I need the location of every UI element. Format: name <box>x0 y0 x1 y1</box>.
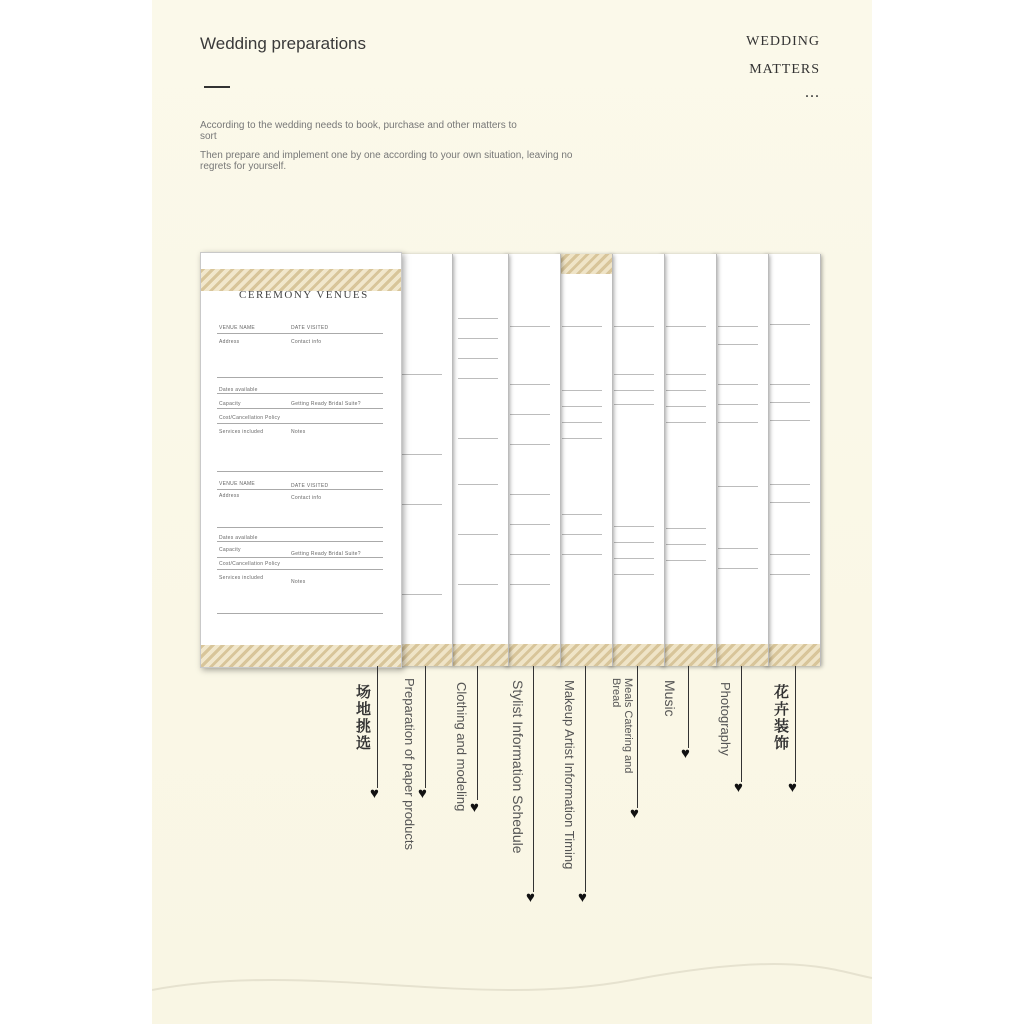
decorative-wave <box>152 950 872 1024</box>
field-dates-available: Dates available <box>219 387 258 393</box>
field-address: Address <box>219 493 240 499</box>
page-title: Wedding preparations <box>200 34 367 53</box>
tab-label-music: Music <box>662 680 678 717</box>
title-divider <box>204 86 230 88</box>
intro-text-2: Then prepare and implement one by one according to your own situation, leaving no regrets for yourself. <box>200 150 573 172</box>
heart-icon: ♥ <box>788 779 797 796</box>
tab-label-paper-products: Preparation of paper products <box>402 678 417 850</box>
planner-sheet-clothing <box>452 254 509 666</box>
tab-label-venue-selection: 场地挑选 <box>354 684 371 752</box>
tab-label-stylist: Stylist Information Schedule <box>510 680 526 854</box>
tab-label-photography: Photography <box>718 682 733 756</box>
heart-icon: ♥ <box>418 785 427 802</box>
field-services-included: Services included <box>219 429 264 435</box>
field-venue-name: VENUE NAME <box>219 481 256 487</box>
tab-label-clothing: Clothing and modeling <box>454 682 469 812</box>
planner-sheet-paper-products <box>396 254 453 666</box>
field-address: Address <box>219 339 240 345</box>
field-notes: Notes <box>291 429 306 435</box>
heart-icon: ♥ <box>370 785 379 802</box>
heart-icon: ♥ <box>578 889 587 906</box>
planner-sheet-stylist <box>504 254 561 666</box>
field-date-visited: DATE VISITED <box>291 325 329 331</box>
field-contact-info: Contact info <box>291 495 322 501</box>
floral-border <box>201 269 401 291</box>
heart-icon: ♥ <box>526 889 535 906</box>
floral-border <box>608 644 664 666</box>
field-date-visited: DATE VISITED <box>291 483 329 489</box>
brand-line-1: WEDDING <box>746 34 820 49</box>
floral-border <box>764 644 820 666</box>
field-capacity: Capacity <box>219 547 241 553</box>
field-getting-ready: Getting Ready Bridal Suite? <box>291 551 361 557</box>
field-dates-available: Dates available <box>219 535 258 541</box>
heart-icon: ♥ <box>630 805 639 822</box>
planner-sheet-music <box>660 254 717 666</box>
planner-sheet-makeup <box>556 254 613 666</box>
floral-border <box>452 644 508 666</box>
field-getting-ready: Getting Ready Bridal Suite? <box>291 401 361 407</box>
tab-label-makeup: Makeup Artist Information Timing <box>562 680 577 870</box>
field-venue-name: VENUE NAME <box>219 325 256 331</box>
field-notes: Notes <box>291 579 306 585</box>
heart-icon: ♥ <box>470 799 479 816</box>
heart-icon: ♥ <box>681 745 690 762</box>
floral-border <box>660 644 716 666</box>
field-contact-info: Contact info <box>291 339 322 345</box>
floral-border <box>504 644 560 666</box>
floral-border <box>201 645 401 667</box>
floral-border <box>556 644 612 666</box>
planner-panel <box>152 0 872 1024</box>
planner-sheet-meals <box>608 254 665 666</box>
ceremony-venues-card <box>200 252 402 668</box>
planner-sheet-flowers <box>764 254 821 666</box>
floral-border <box>556 254 612 274</box>
card-title: CEREMONY VENUES <box>239 289 369 301</box>
brand-line-2: MATTERS <box>749 62 820 77</box>
heart-icon: ♥ <box>734 779 743 796</box>
field-cancellation: Cost/Cancellation Policy <box>219 415 281 421</box>
field-cancellation: Cost/Cancellation Policy <box>219 561 281 567</box>
planner-sheet-photography <box>712 254 769 666</box>
floral-border <box>396 644 452 666</box>
intro-text-1: According to the wedding needs to book, purchase and other matters to sort <box>200 120 517 142</box>
brand-ellipsis: ... <box>805 84 820 101</box>
tab-label-flowers: 花卉装饰 <box>772 684 789 752</box>
floral-border <box>712 644 768 666</box>
field-services-included: Services included <box>219 575 264 581</box>
field-capacity: Capacity <box>219 401 241 407</box>
tab-label-meals: Meals Catering and Bread <box>610 678 634 774</box>
